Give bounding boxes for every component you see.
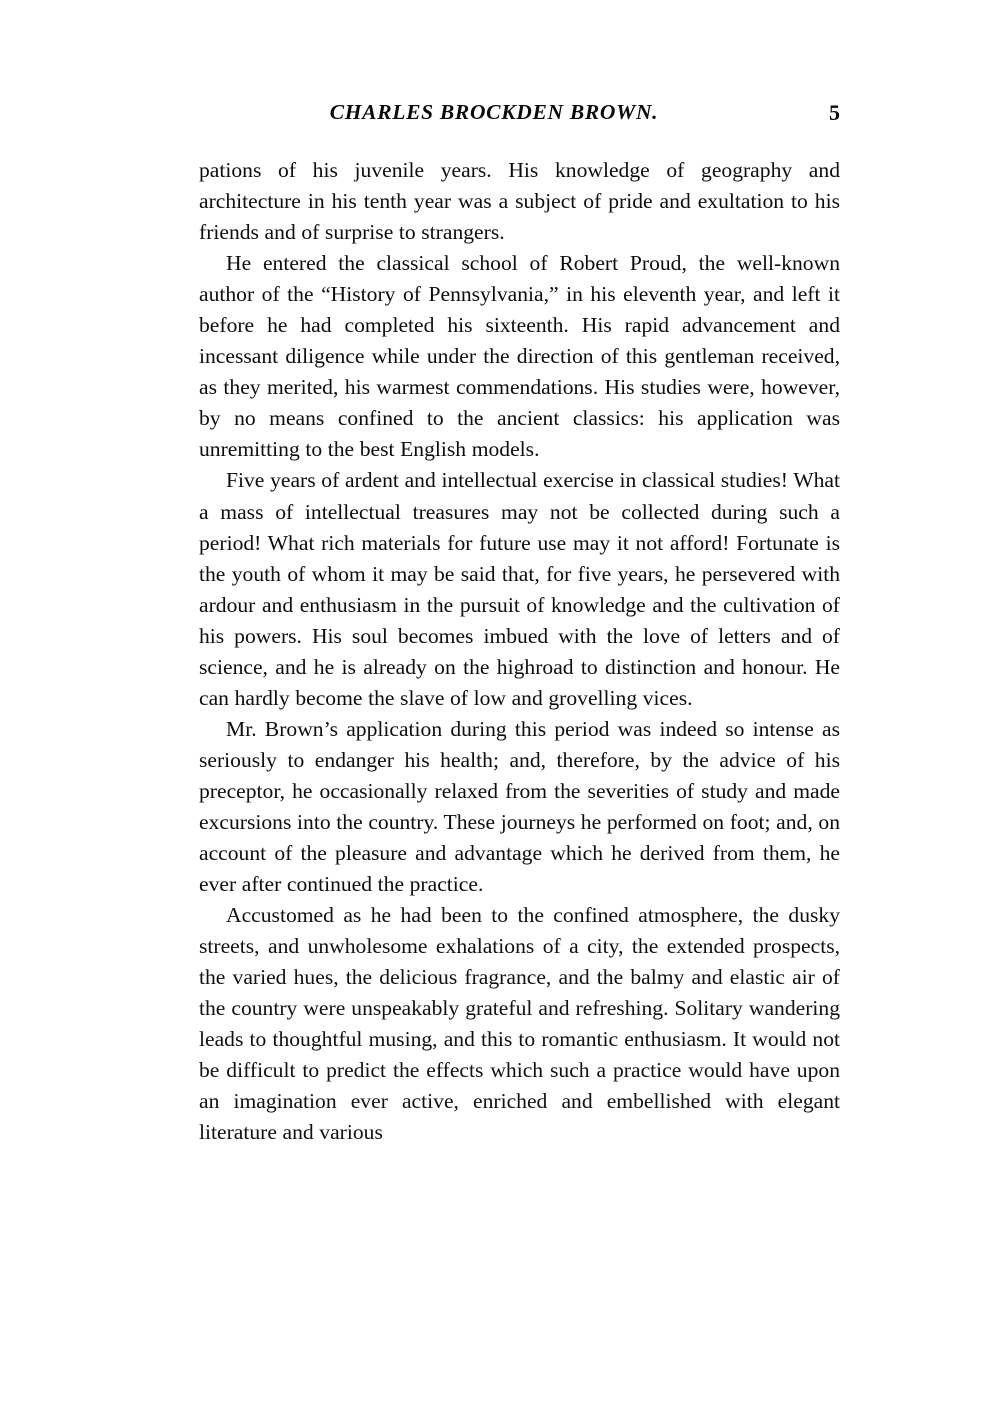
- paragraph-5: Accustomed as he had been to the confined atmosphere, the dusky streets, and unwholesome exhalations of a city, the extended prospects, the varied hues, the delicious fragrance, and the balmy and elastic air of the country were unspeakably grateful and refreshing. Solitary wandering leads to thoughtful musing, and this to romantic enthusiasm. It would not be difficult to predict the effects which such a practice would have upon an imagination ever active, enriched and embellished with elegant literature and various: [199, 903, 840, 1145]
- running-head: [199, 100, 840, 134]
- paragraph-1: pations of his juvenile years. His knowledge of geography and architecture in his tenth year was a subject of pride and exultation to his friends and of surprise to strangers.: [199, 158, 840, 245]
- running-head-title: CHARLES BROCKDEN BROWN.: [329, 100, 659, 124]
- paragraph-2: He entered the classical school of Robert Proud, the well-known author of the “History of Pennsylvania,” in his eleventh year, and left it before he had completed his sixteenth. His rapid advancement and incessant diligence while under the direction of this gentleman received, as they merited, his warmest commendations. His studies were, however, by no means confined to the ancient classics: his application was unremitting to the best English models.: [199, 251, 840, 462]
- paragraph-3: Five years of ardent and intellectual exercise in classical studies! What a mass of intellectual treasures may not be collected during such a period! What rich materials for future use may it not afford! Fortunate is the youth of whom it may be said that, for five years, he persevered with ardour and enthusiasm in the pursuit of knowledge and the cultivation of his powers. His soul becomes imbued with the love of letters and of science, and he is already on the highroad to distinction and honour. He can hardly become the slave of low and grovelling vices.: [199, 468, 840, 710]
- body-text-block: [199, 155, 840, 1149]
- page-number: 5: [829, 100, 840, 125]
- paragraph-4: Mr. Brown’s application during this period was indeed so intense as seriously to endanger his health; and, therefore, by the advice of his preceptor, he occasionally relaxed from the severities of study and made excursions into the country. These journeys he performed on foot; and, on account of the pleasure and advantage which he derived from them, he ever after continued the practice.: [199, 716, 840, 897]
